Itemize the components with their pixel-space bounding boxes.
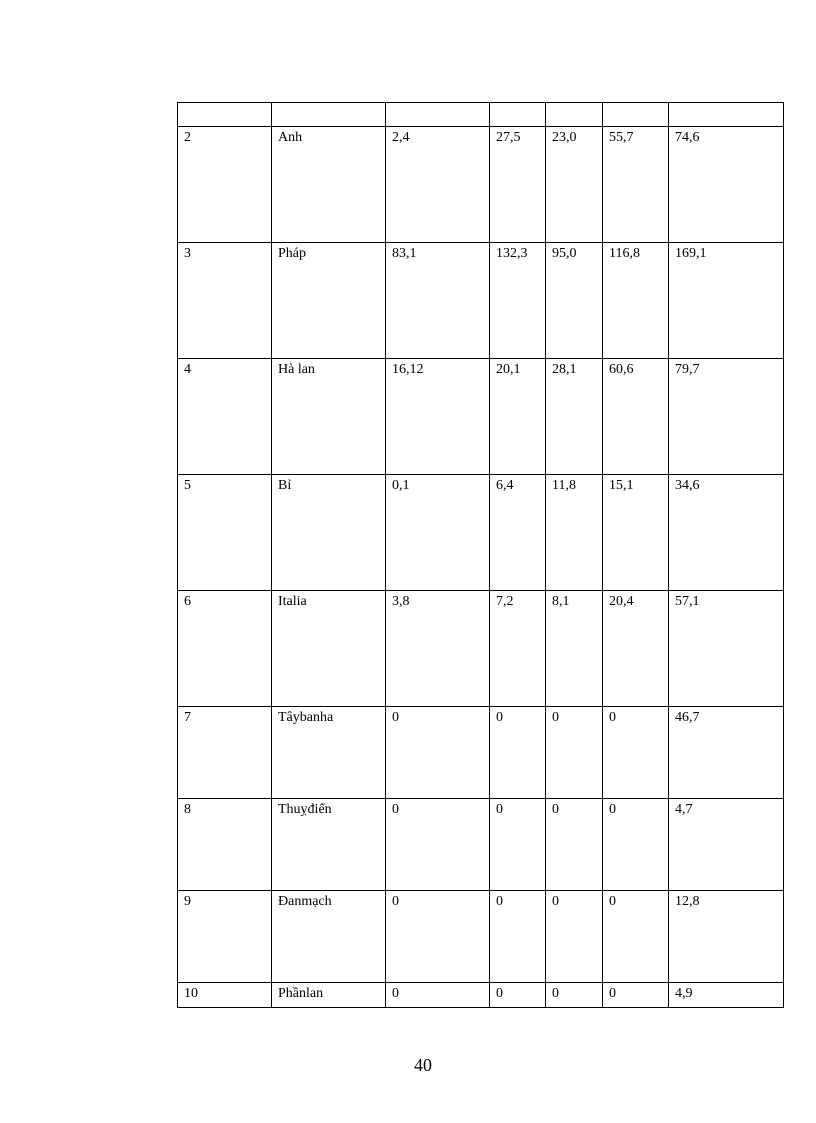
country-cell: Pháp [272, 243, 386, 359]
row-number-cell: 6 [178, 591, 272, 707]
country-cell: Thuỵđiển [272, 799, 386, 891]
value-cell: 0 [546, 891, 603, 983]
value-cell: 83,1 [386, 243, 490, 359]
table-cell [669, 103, 784, 127]
value-cell: 3,8 [386, 591, 490, 707]
value-cell: 0 [490, 707, 546, 799]
value-cell: 0 [603, 799, 669, 891]
value-cell: 60,6 [603, 359, 669, 475]
row-number-cell: 5 [178, 475, 272, 591]
value-cell: 0 [490, 983, 546, 1008]
table-cell [490, 103, 546, 127]
table-cell [546, 103, 603, 127]
value-cell: 23,0 [546, 127, 603, 243]
value-cell: 7,2 [490, 591, 546, 707]
row-number-cell: 8 [178, 799, 272, 891]
table-cell [603, 103, 669, 127]
value-cell: 169,1 [669, 243, 784, 359]
table-header-row [178, 103, 784, 127]
value-cell: 20,1 [490, 359, 546, 475]
data-table [177, 102, 784, 1008]
value-cell: 8,1 [546, 591, 603, 707]
value-cell: 0 [603, 983, 669, 1008]
value-cell: 95,0 [546, 243, 603, 359]
country-cell: Italia [272, 591, 386, 707]
country-cell: Anh [272, 127, 386, 243]
table-row [178, 983, 784, 1008]
value-cell: 16,12 [386, 359, 490, 475]
value-cell: 0 [490, 891, 546, 983]
table-row [178, 475, 784, 591]
value-cell: 27,5 [490, 127, 546, 243]
value-cell: 0 [386, 983, 490, 1008]
table-row [178, 891, 784, 983]
row-number-cell: 2 [178, 127, 272, 243]
value-cell: 0 [490, 799, 546, 891]
page-number: 40 [414, 1055, 432, 1075]
value-cell: 0 [546, 799, 603, 891]
row-number-cell: 3 [178, 243, 272, 359]
value-cell: 2,4 [386, 127, 490, 243]
country-cell: Hà lan [272, 359, 386, 475]
country-cell: Bỉ [272, 475, 386, 591]
country-cell: Đanmạch [272, 891, 386, 983]
country-cell: Phầnlan [272, 983, 386, 1008]
table-cell [178, 103, 272, 127]
value-cell: 0 [546, 983, 603, 1008]
value-cell: 20,4 [603, 591, 669, 707]
value-cell: 34,6 [669, 475, 784, 591]
table-row [178, 707, 784, 799]
value-cell: 0 [546, 707, 603, 799]
row-number-cell: 10 [178, 983, 272, 1008]
row-number-cell: 7 [178, 707, 272, 799]
row-number-cell: 9 [178, 891, 272, 983]
value-cell: 15,1 [603, 475, 669, 591]
table-row [178, 243, 784, 359]
value-cell: 0 [386, 707, 490, 799]
table-cell [272, 103, 386, 127]
value-cell: 28,1 [546, 359, 603, 475]
value-cell: 46,7 [669, 707, 784, 799]
value-cell: 12,8 [669, 891, 784, 983]
value-cell: 11,8 [546, 475, 603, 591]
table-row [178, 359, 784, 475]
country-cell: Tâybanha [272, 707, 386, 799]
value-cell: 4,7 [669, 799, 784, 891]
value-cell: 0 [386, 891, 490, 983]
table-cell [386, 103, 490, 127]
value-cell: 55,7 [603, 127, 669, 243]
value-cell: 116,8 [603, 243, 669, 359]
table-row [178, 127, 784, 243]
table-row [178, 591, 784, 707]
table-row [178, 799, 784, 891]
value-cell: 4,9 [669, 983, 784, 1008]
value-cell: 57,1 [669, 591, 784, 707]
value-cell: 0 [603, 891, 669, 983]
row-number-cell: 4 [178, 359, 272, 475]
value-cell: 6,4 [490, 475, 546, 591]
value-cell: 0,1 [386, 475, 490, 591]
value-cell: 79,7 [669, 359, 784, 475]
value-cell: 0 [603, 707, 669, 799]
value-cell: 74,6 [669, 127, 784, 243]
value-cell: 132,3 [490, 243, 546, 359]
value-cell: 0 [386, 799, 490, 891]
